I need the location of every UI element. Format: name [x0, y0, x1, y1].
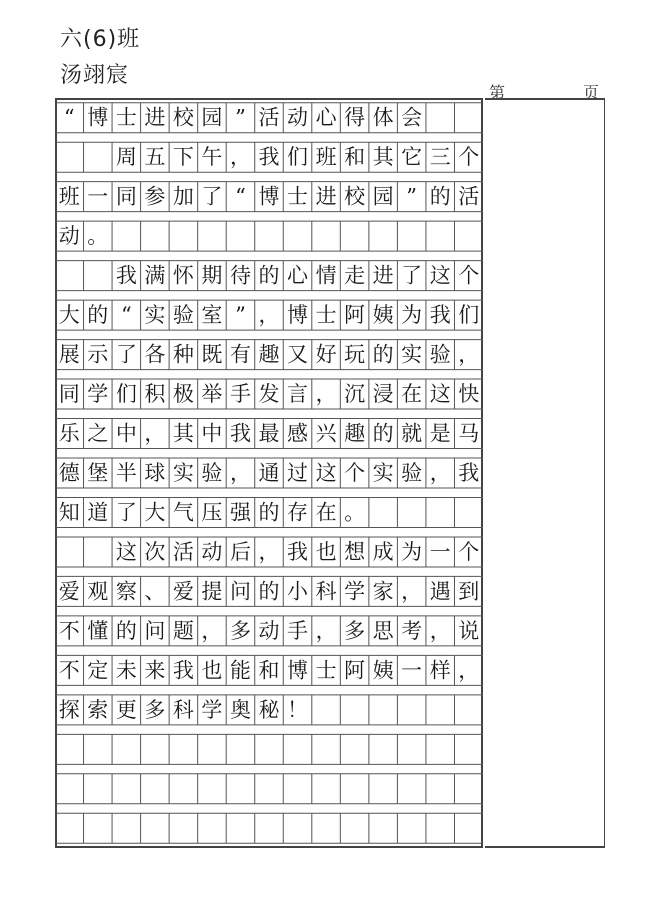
essay-character: ，	[315, 618, 337, 643]
essay-character: 我	[229, 421, 251, 446]
essay-character: 手	[287, 618, 309, 643]
essay-character: ”	[235, 105, 246, 130]
essay-character: 验	[429, 342, 451, 367]
essay-character: 满	[144, 263, 166, 288]
essay-character: 就	[401, 421, 423, 446]
essay-character: 快	[458, 382, 480, 407]
essay-character: 马	[458, 421, 480, 446]
essay-character: 后	[229, 539, 251, 564]
essay-character: 样	[429, 658, 451, 683]
essay-character: ，	[401, 579, 423, 604]
essay-character: 科	[172, 697, 194, 722]
essay-character: “	[235, 184, 246, 209]
essay-character: 士	[315, 303, 337, 328]
essay-character: 问	[144, 618, 166, 643]
essay-character: 五	[144, 145, 166, 170]
essay-character: 同	[58, 382, 80, 407]
essay-character: 各	[144, 342, 166, 367]
essay-character: 积	[144, 382, 166, 407]
essay-character: 姨	[372, 303, 394, 328]
essay-character: 种	[172, 342, 194, 367]
essay-character: ，	[315, 382, 337, 407]
essay-character: 多	[344, 618, 366, 643]
essay-character: 不	[58, 618, 80, 643]
essay-character: ，	[258, 539, 280, 564]
essay-character: 个	[344, 461, 366, 485]
essay-character: 个	[458, 539, 480, 564]
essay-character: 阿	[344, 303, 366, 328]
essay-character: ”	[406, 184, 418, 209]
essay-character: 的	[258, 500, 280, 525]
essay-character: 园	[372, 184, 394, 209]
essay-character: 校	[344, 184, 366, 209]
essay-character: 我	[172, 658, 194, 683]
essay-character: 了	[401, 263, 423, 288]
essay-character: 好	[315, 342, 337, 367]
essay-character: 进	[144, 105, 166, 130]
essay-character: 的	[115, 618, 137, 643]
essay-character: 室	[201, 303, 223, 328]
essay-character: 博	[87, 105, 109, 130]
essay-character: 活	[258, 105, 280, 130]
essay-character: ，	[458, 342, 480, 367]
essay-character: 之	[87, 421, 109, 446]
essay-character: 验	[172, 303, 194, 328]
essay-character: ，	[201, 618, 223, 643]
essay-character: 会	[401, 105, 423, 130]
essay-character: 动	[58, 224, 80, 249]
essay-character: 学	[87, 382, 109, 407]
essay-character: 了	[201, 184, 223, 209]
essay-character: 小	[287, 579, 309, 604]
class-label: 六(6)班	[60, 27, 141, 52]
essay-character: 个	[458, 145, 480, 170]
essay-character: 为	[401, 303, 423, 328]
essay-character: 遇	[429, 579, 451, 604]
essay-character: 大	[58, 303, 80, 328]
essay-character: 同	[115, 184, 137, 209]
essay-character: 们	[458, 303, 480, 328]
essay-character: 怀	[172, 263, 194, 288]
essay-character: 校	[172, 105, 194, 130]
essay-character: 兴	[315, 421, 337, 446]
essay-character: 我	[429, 303, 451, 328]
essay-character: 我	[458, 461, 480, 485]
essay-character: ，	[458, 658, 480, 683]
essay-character: 举	[201, 382, 223, 407]
essay-character: 也	[315, 539, 337, 564]
page-label-di: 第	[489, 83, 506, 102]
essay-character: 堡	[87, 461, 109, 485]
essay-character: 题	[172, 618, 194, 643]
essay-character: 了	[115, 342, 137, 367]
essay-character: 其	[372, 145, 394, 170]
essay-character: 实	[172, 461, 194, 485]
essay-character: 得	[344, 105, 366, 130]
essay-character: 在	[315, 500, 337, 525]
essay-character: 一	[429, 539, 451, 564]
essay-character: 是	[429, 421, 451, 446]
essay-character: 感	[287, 421, 309, 446]
essay-character: 士	[315, 658, 337, 683]
essay-character: 玩	[344, 342, 366, 367]
essay-character: 科	[315, 579, 337, 604]
essay-character: 的	[372, 342, 394, 367]
essay-character: 为	[401, 539, 423, 564]
essay-character: 家	[372, 579, 394, 604]
essay-character: 实	[372, 461, 394, 485]
essay-character: 半	[115, 461, 137, 485]
student-name: 汤翊宸	[60, 63, 130, 88]
essay-character: 心	[315, 105, 337, 130]
essay-character: 午	[201, 145, 223, 170]
essay-character: 它	[401, 145, 423, 170]
essay-character: 参	[144, 184, 166, 209]
essay-character: 们	[287, 145, 309, 170]
essay-character: 通	[258, 461, 280, 485]
essay-character: 这	[429, 382, 451, 407]
essay-character: 观	[87, 579, 109, 604]
essay-character: “	[120, 303, 132, 328]
essay-character: 言	[287, 382, 309, 407]
essay-character: “	[63, 105, 75, 130]
essay-character: 博	[287, 658, 309, 683]
essay-character: 活	[458, 184, 480, 209]
essay-character: 实	[144, 303, 166, 328]
essay-character: 气	[172, 500, 194, 525]
essay-character: 的	[258, 263, 280, 288]
essay-character: 和	[344, 145, 366, 170]
essay-character: ，	[229, 145, 251, 170]
essay-character: 在	[401, 382, 423, 407]
essay-character: 乐	[58, 421, 80, 446]
essay-character: 沉	[344, 382, 366, 407]
page-label-ye: 页	[583, 83, 600, 102]
essay-character: 奥	[229, 697, 251, 722]
essay-character: 问	[229, 579, 251, 604]
essay-character: 心	[287, 263, 309, 288]
essay-character: 中	[115, 421, 137, 446]
essay-character: 浸	[372, 382, 394, 407]
essay-character: ，	[258, 303, 280, 328]
essay-character: 动	[258, 618, 280, 643]
essay-character: 能	[229, 658, 251, 683]
essay-character: 想	[344, 539, 366, 564]
essay-character: 到	[458, 579, 480, 604]
essay-character: 更	[115, 697, 137, 722]
essay-character: 存	[287, 500, 309, 525]
essay-character: 的	[258, 579, 280, 604]
essay-character: 多	[229, 618, 251, 643]
essay-character: 其	[172, 421, 194, 446]
essay-character: 既	[201, 342, 223, 367]
essay-character: 思	[372, 618, 394, 643]
essay-character: 展	[58, 342, 80, 367]
essay-character: 多	[144, 697, 166, 722]
essay-character: 过	[287, 461, 309, 485]
essay-character: 待	[229, 263, 251, 288]
essay-character: 们	[115, 382, 137, 407]
essay-character: 懂	[87, 618, 109, 643]
essay-character: 一	[401, 658, 423, 683]
essay-character: 有	[229, 342, 251, 367]
essay-character: 了	[115, 500, 137, 525]
essay-character: 定	[87, 658, 109, 683]
essay-character: 索	[87, 697, 109, 722]
essay-character: 手	[229, 382, 251, 407]
essay-character: 博	[258, 184, 280, 209]
essay-character: 也	[201, 658, 223, 683]
essay-character: 期	[201, 263, 223, 288]
essay-character: 和	[258, 658, 280, 683]
essay-character: 这	[315, 461, 337, 485]
essay-character: 下	[172, 145, 194, 170]
essay-character: 。	[87, 224, 109, 249]
essay-character: 这	[115, 539, 137, 564]
essay-character: 的	[372, 421, 394, 446]
essay-character: 士	[115, 105, 137, 130]
essay-character: 考	[401, 618, 423, 643]
essay-character: 提	[201, 579, 223, 604]
essay-character: 博	[287, 303, 309, 328]
essay-character: 示	[87, 342, 109, 367]
essay-character: 的	[429, 184, 451, 209]
essay-character: ”	[235, 303, 246, 328]
essay-character: 进	[315, 184, 337, 209]
essay-character: 班	[315, 145, 337, 170]
essay-character: 我	[115, 263, 137, 288]
essay-character: 极	[172, 382, 194, 407]
essay-character: 的	[87, 303, 109, 328]
essay-character: 周	[115, 145, 137, 170]
essay-character: 我	[287, 539, 309, 564]
essay-character: 姨	[372, 658, 394, 683]
essay-character: 不	[58, 658, 80, 683]
essay-character: 压	[201, 500, 223, 525]
essay-character: 验	[201, 461, 223, 485]
essay-character: 一	[87, 184, 109, 209]
essay-character: 趣	[258, 342, 280, 367]
essay-character: 中	[201, 421, 223, 446]
essay-character: 爱	[172, 579, 194, 604]
essay-character: 这	[429, 263, 451, 288]
essay-character: 士	[287, 184, 309, 209]
essay-character: 阿	[344, 658, 366, 683]
essay-character: 秘	[258, 697, 280, 722]
essay-character: 成	[372, 539, 394, 564]
essay-character: 趣	[344, 421, 366, 446]
essay-character: 动	[201, 539, 223, 564]
essay-character: 我	[258, 145, 280, 170]
essay-character: ！	[287, 697, 309, 722]
essay-character: 德	[58, 461, 80, 485]
essay-character: 道	[87, 500, 109, 525]
essay-character: 知	[58, 500, 80, 525]
essay-character: 学	[344, 579, 366, 604]
essay-character: 验	[401, 461, 423, 485]
essay-character: 爱	[58, 579, 80, 604]
essay-character: 未	[115, 658, 137, 683]
essay-character: ，	[429, 461, 451, 485]
essay-character: 又	[287, 342, 309, 367]
essay-character: 强	[229, 500, 251, 525]
essay-character: ，	[229, 461, 251, 485]
essay-character: ，	[144, 421, 166, 446]
essay-character: 实	[401, 342, 423, 367]
essay-character: 体	[372, 105, 394, 130]
essay-character: 说	[458, 618, 480, 643]
essay-character: 三	[429, 145, 451, 170]
essay-character: 学	[201, 697, 223, 722]
essay-character: 加	[172, 184, 194, 209]
essay-character: 发	[258, 382, 280, 407]
essay-character: 大	[144, 500, 166, 525]
essay-character: 走	[344, 263, 366, 288]
essay-character: 来	[144, 658, 166, 683]
essay-character: ，	[429, 618, 451, 643]
essay-character: 动	[287, 105, 309, 130]
essay-character: 察	[115, 579, 137, 604]
essay-character: 班	[58, 184, 80, 209]
essay-character: 情	[315, 263, 337, 288]
essay-character: 最	[258, 421, 280, 446]
essay-character: 探	[58, 697, 80, 722]
essay-character: 活	[172, 539, 194, 564]
essay-character: 。	[344, 500, 366, 525]
essay-character: 次	[144, 539, 166, 564]
essay-character: 球	[144, 461, 166, 485]
essay-character: 个	[458, 263, 480, 288]
essay-character: 、	[144, 579, 166, 604]
essay-character: 进	[372, 263, 394, 288]
essay-character: 园	[201, 105, 223, 130]
